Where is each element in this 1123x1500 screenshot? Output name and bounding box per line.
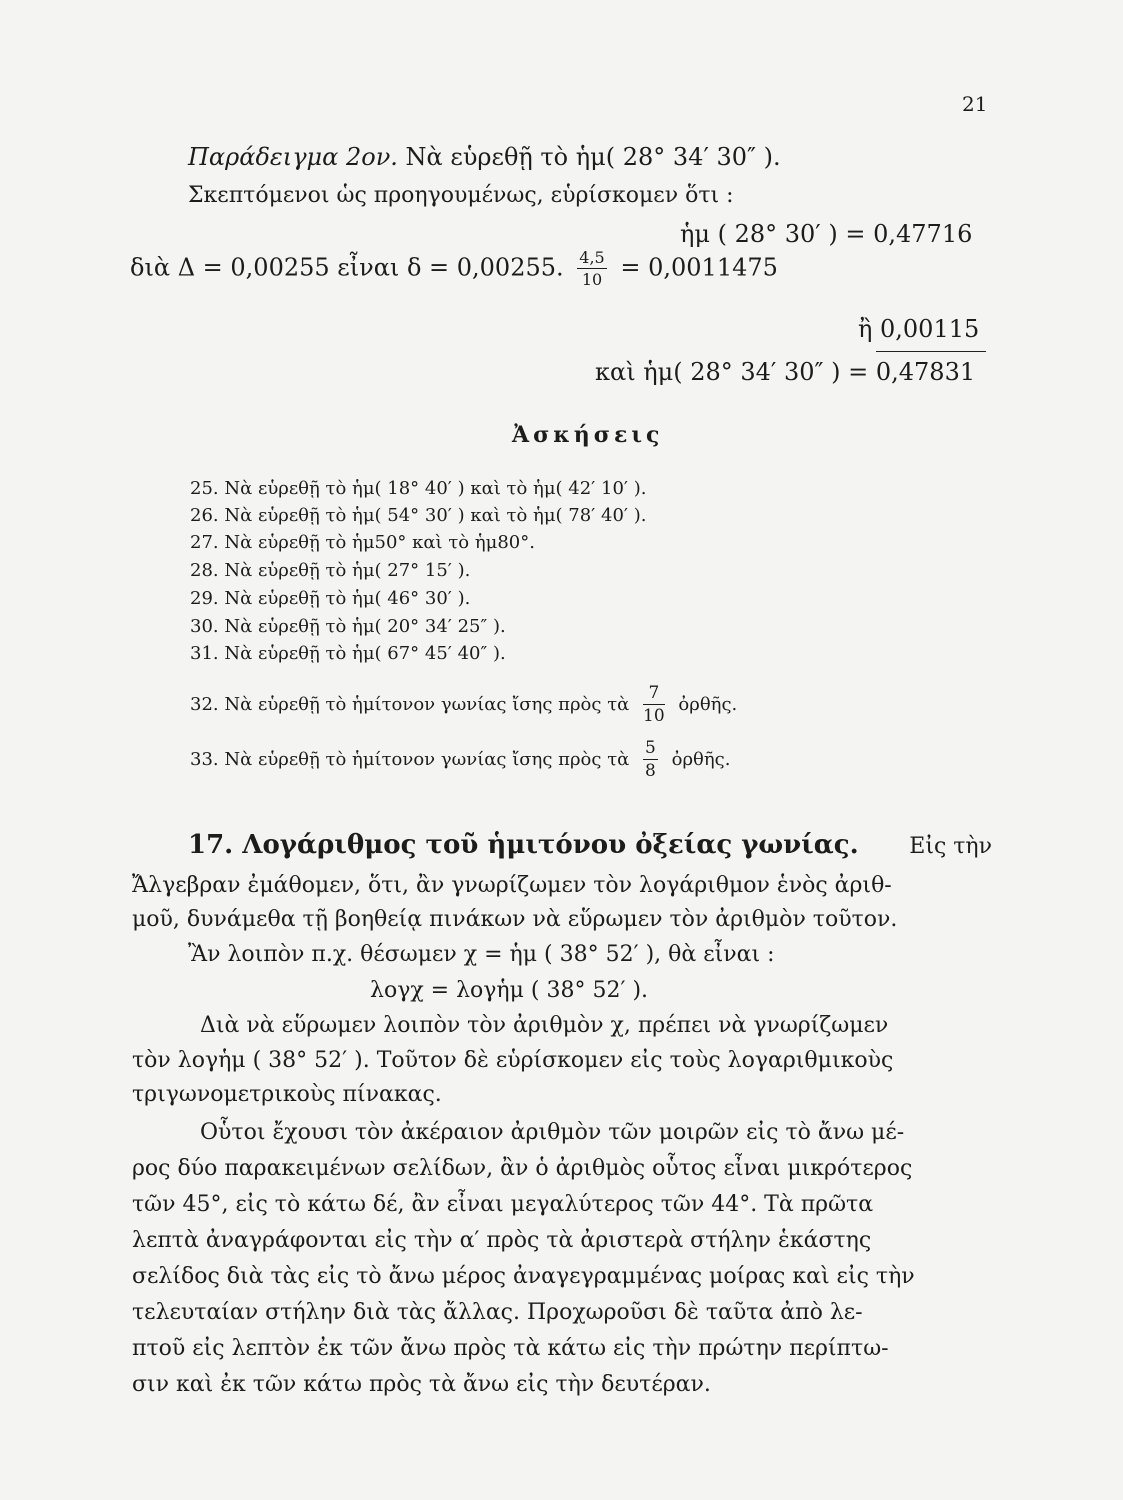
body-text: τῶν 45°, εἰς τὸ κάτω δέ, ἂν εἶναι μεγαλύτερος τῶν 44°. Τὰ πρῶτα [132,1192,874,1217]
body-text: πτοῦ εἰς λεπτὸν ἐκ τῶν ἄνω πρὸς τὰ κάτω εἰς τὴν πρώτην περίπτω- [132,1336,889,1361]
body-text: Ἄλγεβραν ἐμάθομεν, ὅτι, ἂν γνωρίζωμεν τὸν λογάριθμον ἑνὸς ἀριθ- [132,873,892,898]
exercise-item [190,560,470,581]
example-line-4-before: διὰ Δ = 0,00255 εἶναι δ = 0,00255. [130,253,564,282]
exercise-item [190,643,506,664]
body-text: τὸν λογἡμ ( 38° 52′ ). Τοῦτον δὲ εὑρίσκομεν εἰς τοὺς λογαριθμικοὺς [132,1048,894,1073]
body-text: λεπτὰ ἀναγράφονται εἰς τὴν α′ πρὸς τὰ ἀριστερὰ στήλην ἑκάστης [132,1228,872,1253]
body-text: ρος δύο παρακειμένων σελίδων, ἂν ὁ ἀριθμὸς οὗτος εἶναι μικρότερος [132,1156,913,1181]
fraction-num: 5 [645,738,656,758]
exercise-item-32 [190,685,737,725]
exercise-number: 27. [190,532,219,553]
exercises-heading: Ἀσκήσεις [512,422,664,448]
exercise-33-fraction [643,740,658,780]
example-line-4-after: = 0,0011475 [620,253,778,282]
body-text: σελίδος διὰ τὰς εἰς τὸ ἄνω μέρος ἀναγεγραμμένας μοίρας καὶ εἰς τὴν [132,1264,915,1289]
exercise-item [190,588,470,609]
exercise-item-33 [190,740,730,780]
example-line-5: ἢ 0,00115 [858,315,980,343]
body-line [370,978,1123,1003]
example-line-2: Σκεπτόμενοι ὡς προηγουμένως, εὑρίσκομεν ὅτι : [188,183,734,208]
exercise-text: Νὰ εὑρεθῇ τὸ ἡμ50° καὶ τὸ ἡμ80°. [224,532,535,553]
example-fraction [577,250,606,288]
body-line [132,1156,992,1181]
exercise-tail: ὀρθῆς. [678,694,738,715]
body-line [132,1082,992,1107]
body-text: τριγωνομετρικοὺς πίνακας. [132,1082,442,1107]
example-line-3: ἡμ ( 28° 30′ ) = 0,47716 [680,220,973,248]
example-line-6: καὶ ἡμ( 28° 34′ 30″ ) = 0,47831 [595,358,976,386]
exercise-text: Νὰ εὑρεθῇ τὸ ἡμίτονον γωνίας ἴσης πρὸς τὰ [224,694,630,715]
body-line [132,1048,992,1073]
section-title: Λογάριθμος τοῦ ἡμιτόνου ὀξείας γωνίας. [242,830,859,860]
exercise-item [190,532,535,553]
fraction-den: 8 [645,761,656,781]
body-line [200,1120,1060,1145]
example-fraction-den: 10 [581,270,603,289]
example-label: Παράδειγμα 2ον. [188,143,398,171]
exercise-text: Νὰ εὑρεθῇ τὸ ἡμ( 27° 15′ ). [224,560,471,581]
body-line [200,1013,1060,1038]
exercise-text: Νὰ εὑρεθῇ τὸ ἡμ( 20° 34′ 25″ ). [224,616,506,637]
exercise-text: Νὰ εὑρεθῇ τὸ ἡμίτονον γωνίας ἴσης πρὸς τὰ [224,749,630,770]
section-heading [188,830,859,860]
section-title-tail: Εἰς τὴν [909,834,992,859]
exercise-number: 33. [190,749,219,770]
body-text: λογχ = λογἡμ ( 38° 52′ ). [370,978,649,1003]
body-line [132,907,992,932]
body-line [132,1336,992,1361]
body-text: σιν καὶ ἐκ τῶν κάτω πρὸς τὰ ἄνω εἰς τὴν δευτέραν. [132,1372,711,1397]
body-line [132,1372,992,1397]
body-text: Διὰ νὰ εὕρωμεν λοιπὸν τὸν ἀριθμὸν χ, πρέπει νὰ γνωρίζωμεν [200,1013,889,1038]
exercise-tail: ὀρθῆς. [671,749,731,770]
body-text: Οὗτοι ἔχουσι τὸν ἀκέραιον ἀριθμὸν τῶν μοιρῶν εἰς τὸ ἄνω μέ- [200,1120,905,1145]
exercise-number: 28. [190,560,219,581]
body-text: Ἂν λοιπὸν π.χ. θέσωμεν χ = ἡμ ( 38° 52′ ), θὰ εἶναι : [188,942,775,967]
fraction-den: 10 [643,706,665,726]
exercise-32-fraction [643,685,665,725]
exercise-number: 29. [190,588,219,609]
body-line [132,873,992,898]
exercise-number: 25. [190,478,219,499]
body-line [132,1300,992,1325]
exercise-item [190,478,646,499]
exercise-number: 26. [190,505,219,526]
page-number: 21 [962,92,988,116]
body-line [132,1192,992,1217]
exercise-text: Νὰ εὑρεθῇ τὸ ἡμ( 18° 40′ ) καὶ τὸ ἡμ( 42′ 10′ ). [224,478,647,499]
section-number: 17. [188,830,234,860]
example-statement-line [188,143,781,171]
body-line [188,942,1048,967]
body-text: μοῦ, δυνάμεθα τῇ βοηθείᾳ πινάκων νὰ εὕρωμεν τὸν ἀριθμὸν τοῦτον. [132,907,898,932]
exercise-number: 30. [190,616,219,637]
example-statement: Νὰ εὑρεθῇ τὸ ἡμ( 28° 34′ 30″ ). [405,143,781,171]
exercise-item [190,505,646,526]
body-text: τελευταίαν στήλην διὰ τὰς ἄλλας. Προχωροῦσι δὲ ταῦτα ἀπὸ λε- [132,1300,863,1325]
exercise-text: Νὰ εὑρεθῇ τὸ ἡμ( 67° 45′ 40″ ). [224,643,506,664]
body-line [132,1264,992,1289]
exercise-number: 31. [190,643,219,664]
exercise-text: Νὰ εὑρεθῇ τὸ ἡμ( 54° 30′ ) καὶ τὸ ἡμ( 78′ 40′ ). [224,505,647,526]
exercise-text: Νὰ εὑρεθῇ τὸ ἡμ( 46° 30′ ). [224,588,471,609]
fraction-num: 7 [643,685,665,705]
exercise-item [190,616,506,637]
example-line-4 [130,250,778,288]
example-fraction-num: 4,5 [579,248,605,267]
section-heading-line [188,830,992,860]
sum-rule [876,351,986,352]
body-line [132,1228,992,1253]
exercise-number: 32. [190,694,219,715]
